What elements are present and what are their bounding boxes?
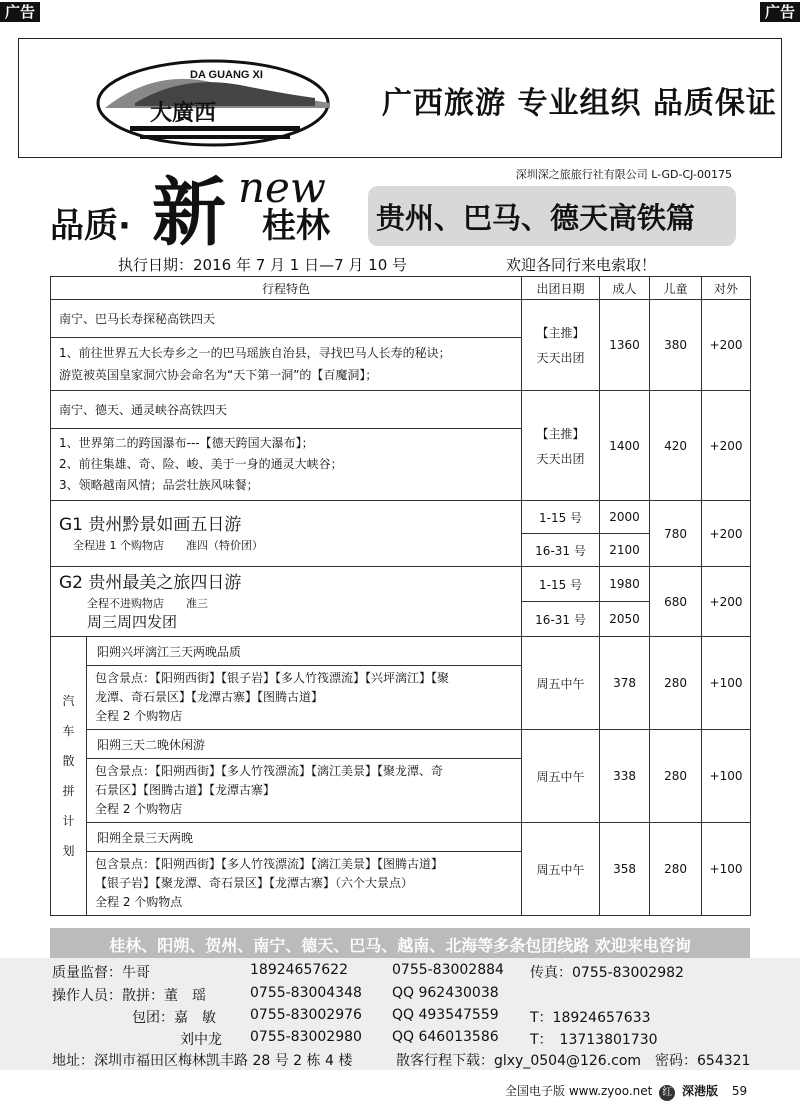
desc-line: 包含景点：【阳朔西街】【银子岩】【多人竹筏漂流】【兴坪漓江】【聚 (95, 671, 450, 685)
route-sub2: 周三周四发团 (87, 613, 178, 631)
desc-line: 游览被英国皇家洞穴协会命名为“天下第一洞”的【百魔洞】； (59, 368, 378, 382)
route-title: 南宁、德天、通灵峡谷高铁四天 (51, 391, 522, 429)
price-adult: 378 (600, 637, 650, 730)
desc-line: 3、领略越南风情；品尝壮族风味餐； (59, 478, 259, 492)
desc-line: 1、世界第二的跨国瀑布---【德天跨国大瀑布】； (59, 436, 314, 450)
route-title: G1 贵州黔景如画五日游 (59, 515, 242, 535)
price-adult: 2050 (600, 602, 650, 637)
route-desc (51, 338, 522, 391)
table-row (51, 391, 751, 429)
date-range: 16-31 号 (522, 534, 600, 567)
route-date: 周五中午 (522, 823, 600, 916)
new-latin-text: new (238, 163, 326, 212)
date-range: 1-15 号 (522, 501, 600, 534)
table-row (51, 567, 751, 602)
price-adult: 358 (600, 823, 650, 916)
gray-banner-text: 桂林、阳朔、贺州、南宁、德天、巴马、越南、北海等多条包团线路 欢迎来电咨询 (109, 936, 691, 955)
route-date: 周五中午 (522, 730, 600, 823)
contact-qq: QQ 646013586 (392, 1029, 499, 1045)
price-adult: 1980 (600, 567, 650, 602)
route-date (522, 391, 600, 501)
header-date: 出团日期 (522, 277, 600, 300)
exec-dates: 执行日期：2016 年 7 月 1 日—7 月 10 号 (118, 256, 408, 274)
desc-line: 【银子岩】【聚龙潭、奇石景区】【龙潭古寨】（六个大景点） (95, 876, 414, 890)
price-adult: 2100 (600, 534, 650, 567)
contact-address: 地址：深圳市福田区梅林凯丰路 28 号 2 栋 4 楼 (52, 1053, 353, 1069)
da-guang-xi-logo (95, 48, 345, 148)
contact-group: 包团：嘉 敏 (132, 1010, 216, 1026)
desc-line: 2、前往集雄、奇、险、峻、美于一身的通灵大峡谷； (59, 457, 343, 471)
contact-mobile: T： 13713801730 (530, 1032, 658, 1048)
route-desc (87, 852, 522, 916)
bus-plan-label (51, 637, 87, 916)
date-tag: 【主推】 (536, 426, 585, 441)
desc-line: 包含景点：【阳朔西街】【多人竹筏漂流】【漓江美景】【聚龙潭、奇 (95, 764, 444, 778)
route-sub: 全程进 1 个购物店 准四（特价团） (73, 539, 263, 552)
guilin-label: 桂林 (262, 206, 330, 246)
price-table (50, 276, 751, 916)
price-child: 280 (650, 823, 702, 916)
banner-slogan: 广西旅游 专业组织 品质保证 (382, 86, 777, 121)
desc-line: 全程 2 个购物店 (95, 709, 183, 723)
price-extra: +200 (702, 391, 751, 501)
price-adult: 2000 (600, 501, 650, 534)
route-desc (87, 666, 522, 730)
route-g2 (51, 567, 522, 637)
price-extra: +100 (702, 823, 751, 916)
contact-block (0, 958, 800, 1070)
footer-region: 深港版 (682, 1084, 719, 1098)
logo-en-text: DA GUANG XI (190, 69, 263, 81)
contact-supervisor: 质量监督：牛哥 (52, 965, 150, 981)
contact-tel: 0755-83002884 (392, 962, 504, 978)
new-calligraphy (152, 160, 362, 260)
contact-tel: 0755-83004348 (250, 985, 362, 1001)
ad-tag-left: 广告 (0, 2, 40, 22)
contact-qq: QQ 493547559 (392, 1007, 499, 1023)
header-child: 儿童 (650, 277, 702, 300)
desc-line: 1、前往世界五大长寿乡之一的巴马瑶族自治县，寻找巴马人长寿的秘诀； (59, 346, 451, 360)
page-footer (505, 1082, 747, 1101)
table-row (51, 637, 751, 666)
date-text: 天天出团 (536, 451, 585, 466)
header-adult: 成人 (600, 277, 650, 300)
route-title: 南宁、巴马长寿探秘高铁四天 (51, 300, 522, 338)
desc-line: 石景区】【图腾古道】【龙潭古寨】 (95, 783, 276, 797)
contact-tel: 0755-83002980 (250, 1029, 362, 1045)
price-extra: +100 (702, 730, 751, 823)
contact-tel: 0755-83002976 (250, 1007, 362, 1023)
route-title: 阳朔全景三天两晚 (87, 823, 522, 852)
route-g1 (51, 501, 522, 567)
contact-password: 密码：654321 (655, 1053, 751, 1069)
table-header-row (51, 277, 751, 300)
table-row (51, 730, 751, 759)
footer-badge-icon: 红 (659, 1085, 675, 1101)
date-range: 1-15 号 (522, 567, 600, 602)
logo-cn-text: 大廣西 (150, 101, 217, 126)
contact-operator: 操作人员：散拼：董 瑶 (52, 988, 206, 1004)
price-child: 780 (650, 501, 702, 567)
price-extra: +100 (702, 637, 751, 730)
price-child: 380 (650, 300, 702, 391)
table-row (51, 823, 751, 852)
page-number: 59 (731, 1084, 748, 1098)
welcome-text: 欢迎各同行来电索取！ (506, 256, 657, 274)
price-extra: +200 (702, 567, 751, 637)
page-title: 贵州、巴马、德天高铁篇 (376, 201, 696, 235)
route-desc (87, 759, 522, 823)
ad-tag-right: 广告 (760, 2, 800, 22)
header-route: 行程特色 (51, 277, 522, 300)
contact-phone: 18924657622 (250, 962, 348, 978)
route-desc (51, 429, 522, 501)
price-child: 280 (650, 730, 702, 823)
route-title: 阳朔兴坪漓江三天两晚品质 (87, 637, 522, 666)
table-row (51, 501, 751, 534)
price-extra: +200 (702, 300, 751, 391)
contact-qq: QQ 962430038 (392, 985, 499, 1001)
price-adult: 338 (600, 730, 650, 823)
desc-line: 全程 2 个购物点 (95, 895, 183, 909)
price-child: 280 (650, 637, 702, 730)
price-adult: 1360 (600, 300, 650, 391)
desc-line: 包含景点：【阳朔西街】【多人竹筏漂流】【漓江美景】【图腾古道】 (95, 857, 444, 871)
contact-fax: 传真：0755-83002982 (530, 965, 684, 981)
price-adult: 1400 (600, 391, 650, 501)
date-tag: 【主推】 (536, 326, 585, 340)
route-sub: 全程不进购物店 准三 (87, 597, 208, 610)
date-text: 天天出团 (536, 351, 585, 365)
route-date: 周五中午 (522, 637, 600, 730)
route-title: 阳朔三天二晚休闲游 (87, 730, 522, 759)
footer-edition: 全国电子版 www.zyoo.net (505, 1084, 653, 1098)
company-license: 深圳深之旅旅行社有限公司 L-GD-CJ-00175 (515, 168, 732, 181)
price-extra: +200 (702, 501, 751, 567)
table-row (51, 300, 751, 338)
contact-download: 散客行程下载：glxy_0504@126.com (396, 1053, 642, 1069)
route-date (522, 300, 600, 391)
date-range: 16-31 号 (522, 602, 600, 637)
header-extra: 对外 (702, 277, 751, 300)
bus-plan-text: 汽车散拼计划 (62, 694, 75, 858)
new-script-text: 新 (152, 170, 226, 256)
price-child: 420 (650, 391, 702, 501)
desc-line: 全程 2 个购物店 (95, 802, 183, 816)
contact-mobile: T：18924657633 (530, 1010, 651, 1026)
quality-label: 品质· (50, 206, 131, 246)
desc-line: 龙潭、奇石景区】【龙潭古寨】【图腾古道】 (95, 690, 324, 704)
price-child: 680 (650, 567, 702, 637)
contact-name: 刘中龙 (180, 1032, 222, 1048)
route-title: G2 贵州最美之旅四日游 (59, 573, 242, 593)
